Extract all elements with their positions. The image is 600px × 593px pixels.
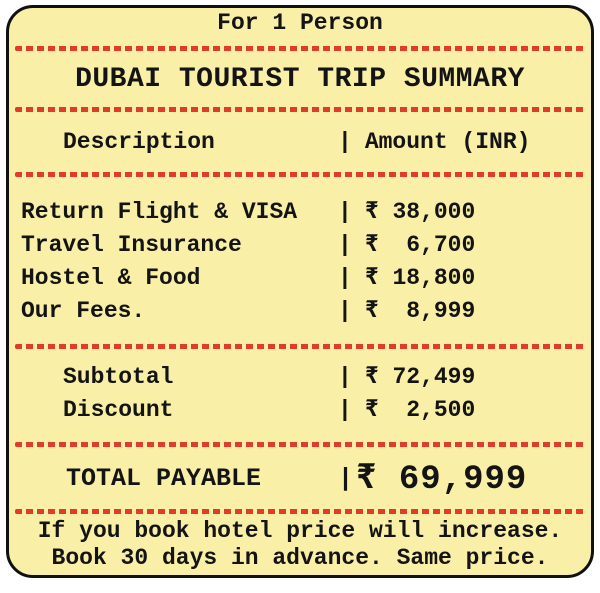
item-description: Travel Insurance <box>21 231 242 258</box>
table-header-row <box>21 112 579 172</box>
discount-amount: ₹ 2,500 <box>364 397 476 423</box>
pipe-divider: | <box>338 463 354 493</box>
column-header-amount: Amount (INR) <box>364 129 531 155</box>
footer-note-line: If you book hotel price will increase. <box>37 518 563 544</box>
column-header-description: Description <box>63 129 215 155</box>
pipe-divider: | <box>338 297 352 324</box>
item-amount: ₹ 38,000 <box>364 199 476 225</box>
pipe-divider: | <box>338 396 352 423</box>
pipe-divider: | <box>338 264 352 291</box>
item-amount: ₹ 6,700 <box>364 232 476 258</box>
total-label: TOTAL PAYABLE <box>66 463 262 493</box>
item-amount: ₹ 8,999 <box>364 298 476 324</box>
item-description: Return Flight & VISA <box>21 198 298 225</box>
discount-row <box>21 393 579 426</box>
person-count-label: For 1 Person <box>217 10 383 36</box>
total-row <box>21 447 579 509</box>
total-amount: ₹ 69,999 <box>356 461 528 499</box>
subtotal-row <box>21 360 579 393</box>
pipe-divider: | <box>338 198 352 225</box>
pipe-divider: | <box>338 231 352 258</box>
table-row <box>21 261 579 294</box>
pipe-divider: | <box>338 129 352 155</box>
trip-summary-title: DUBAI TOURIST TRIP SUMMARY <box>75 63 525 95</box>
summary-rows <box>21 360 579 426</box>
pipe-divider: | <box>338 363 352 390</box>
footer-note <box>21 518 579 572</box>
item-description: Our Fees. <box>21 297 146 324</box>
footer-note-line: Book 30 days in advance. Same price. <box>51 545 549 571</box>
dashed-separator <box>15 344 585 349</box>
dashed-separator <box>15 509 585 514</box>
table-row <box>21 195 579 228</box>
dashed-separator <box>15 172 585 177</box>
item-description: Hostel & Food <box>21 264 201 291</box>
line-items <box>21 195 579 327</box>
discount-label: Discount <box>63 396 174 423</box>
table-row <box>21 228 579 261</box>
subtotal-amount: ₹ 72,499 <box>364 364 476 390</box>
subtotal-label: Subtotal <box>63 363 174 390</box>
item-amount: ₹ 18,800 <box>364 265 476 291</box>
table-row <box>21 294 579 327</box>
trip-summary-card <box>6 5 594 578</box>
